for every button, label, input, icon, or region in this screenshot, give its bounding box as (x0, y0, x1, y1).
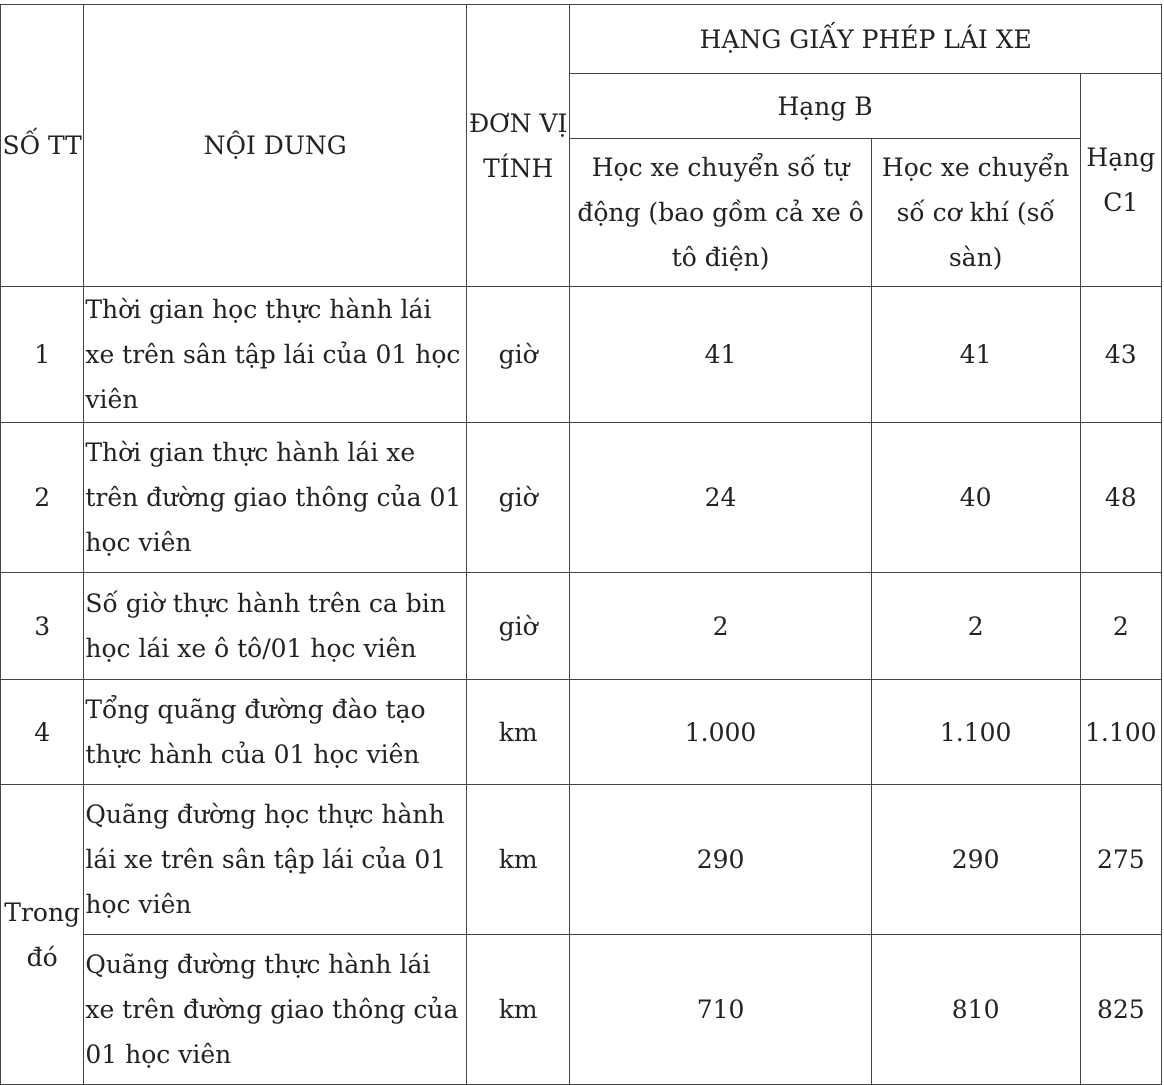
row-c1: 825 (1080, 935, 1161, 1085)
row-unit: giờ (466, 287, 569, 423)
driving-training-table (0, 4, 1162, 1085)
row-b-manual: 290 (871, 785, 1080, 935)
row-unit: giờ (466, 573, 569, 680)
header-stt: SỐ TT (1, 5, 84, 287)
header-class-c1: Hạng C1 (1080, 74, 1161, 287)
table-row (1, 785, 1162, 935)
row-unit: km (466, 785, 569, 935)
header-content: NỘI DUNG (84, 5, 467, 287)
row-stt: 3 (1, 573, 84, 680)
row-content: Tổng quãng đường đào tạo thực hành của 01 học viên (84, 680, 467, 785)
row-content: Số giờ thực hành trên ca bin học lái xe ô tô/01 học viên (84, 573, 467, 680)
row-stt-in-which: Trong đó (1, 785, 84, 1085)
header-row-1 (1, 5, 1162, 74)
row-b-auto: 2 (570, 573, 871, 680)
row-b-manual: 2 (871, 573, 1080, 680)
row-content: Thời gian thực hành lái xe trên đường giao thông của 01 học viên (84, 423, 467, 573)
row-c1: 48 (1080, 423, 1161, 573)
row-unit: km (466, 680, 569, 785)
table-row (1, 573, 1162, 680)
row-content: Thời gian học thực hành lái xe trên sân tập lái của 01 học viên (84, 287, 467, 423)
row-b-manual: 41 (871, 287, 1080, 423)
row-b-auto: 710 (570, 935, 871, 1085)
row-b-manual: 40 (871, 423, 1080, 573)
header-unit: ĐƠN VỊ TÍNH (466, 5, 569, 287)
table-row (1, 423, 1162, 573)
table-row (1, 935, 1162, 1085)
row-b-auto: 24 (570, 423, 871, 573)
row-c1: 43 (1080, 287, 1161, 423)
row-unit: km (466, 935, 569, 1085)
row-b-manual: 810 (871, 935, 1080, 1085)
row-c1: 1.100 (1080, 680, 1161, 785)
table-row (1, 287, 1162, 423)
row-stt: 4 (1, 680, 84, 785)
row-c1: 2 (1080, 573, 1161, 680)
header-automatic: Học xe chuyển số tự động (bao gồm cả xe ô tô điện) (570, 139, 871, 287)
row-unit: giờ (466, 423, 569, 573)
table-row (1, 680, 1162, 785)
row-stt: 2 (1, 423, 84, 573)
row-b-auto: 1.000 (570, 680, 871, 785)
row-c1: 275 (1080, 785, 1161, 935)
row-b-manual: 1.100 (871, 680, 1080, 785)
row-stt: 1 (1, 287, 84, 423)
header-manual: Học xe chuyển số cơ khí (số sàn) (871, 139, 1080, 287)
header-license-class: HẠNG GIẤY PHÉP LÁI XE (570, 5, 1162, 74)
row-b-auto: 41 (570, 287, 871, 423)
row-content: Quãng đường thực hành lái xe trên đường giao thông của 01 học viên (84, 935, 467, 1085)
row-b-auto: 290 (570, 785, 871, 935)
row-content: Quãng đường học thực hành lái xe trên sân tập lái của 01 học viên (84, 785, 467, 935)
header-class-b: Hạng B (570, 74, 1080, 139)
